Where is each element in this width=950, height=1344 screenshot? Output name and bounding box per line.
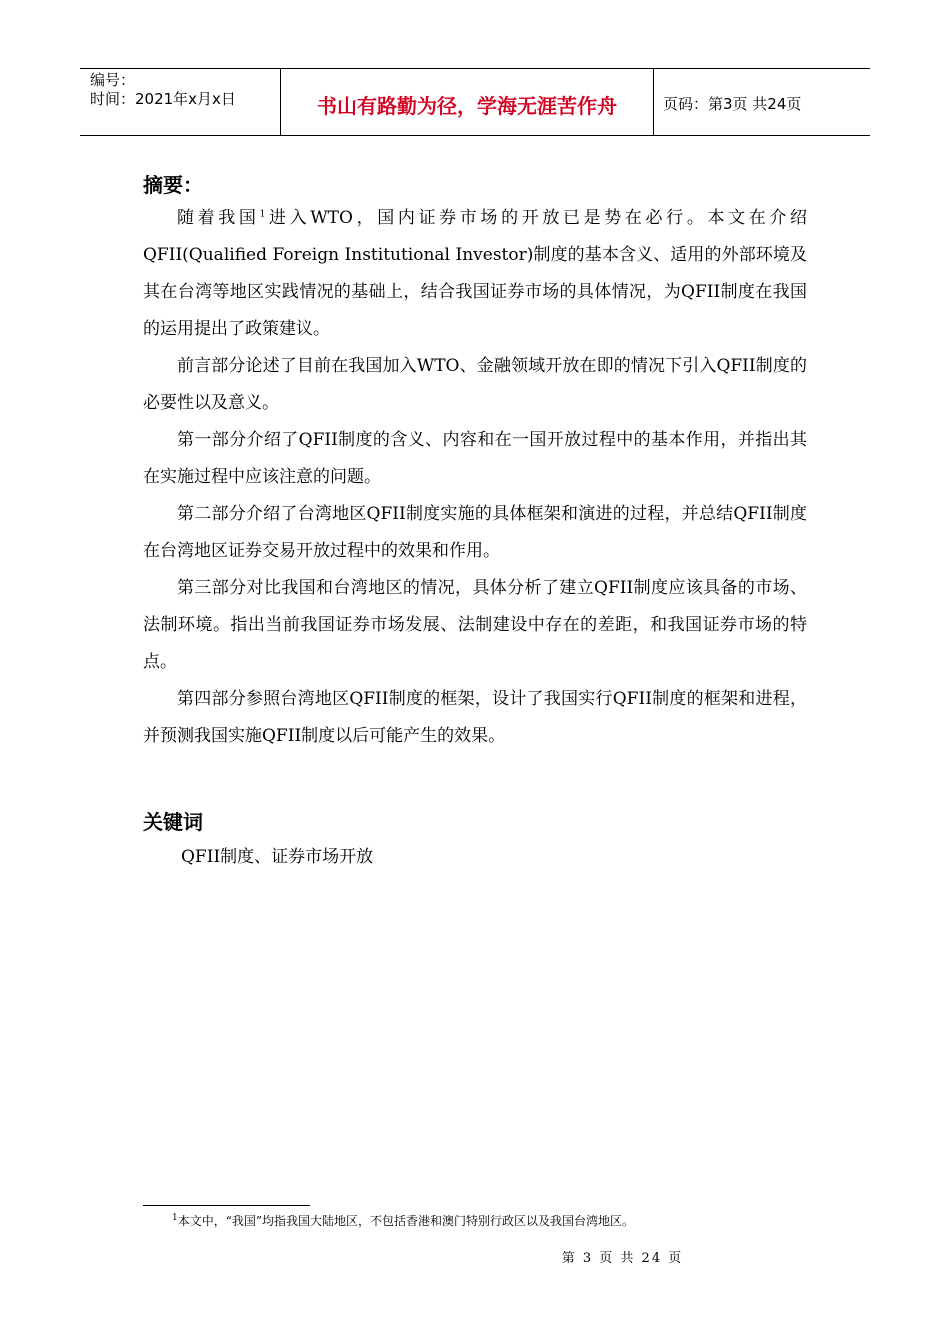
abstract-paragraph-5: 第三部分对比我国和台湾地区的情况，具体分析了建立QFII制度应该具备的市场、法制环境。指出当前我国证券市场发展、法制建设中存在的差距，和我国证券市场的特点。 xyxy=(143,578,807,672)
footnote-divider xyxy=(143,1205,310,1206)
abstract-paragraph-1 xyxy=(143,200,807,348)
page-header xyxy=(80,68,870,136)
abstract-heading: 摘要： xyxy=(143,173,203,197)
header-page-label: 页码：第3页 共24页 xyxy=(663,94,802,113)
header-motto: 书山有路勤为径，学海无涯苦作舟 xyxy=(281,69,654,135)
abstract-paragraph-3: 第一部分介绍了QFII制度的含义、内容和在一国开放过程中的基本作用，并指出其在实施过程中应该注意的问题。 xyxy=(143,430,807,487)
keywords-heading: 关键词 xyxy=(143,810,203,834)
abstract-paragraph-4: 第二部分介绍了台湾地区QFII制度实施的具体框架和演进的过程，并总结QFII制度在台湾地区证券交易开放过程中的效果和作用。 xyxy=(143,504,807,561)
keywords-text: QFII制度、证券市场开放 xyxy=(181,847,374,867)
abstract-p1-start: 随着我国 xyxy=(177,208,260,228)
footnote xyxy=(172,1212,634,1230)
footnote-reference-mark: 1 xyxy=(259,209,266,220)
header-date-label: 时间：2021年x月x日 xyxy=(90,90,236,108)
footnote-text: 本文中，“我国”均指我国大陆地区，不包括香港和澳门特别行政区以及我国台湾地区。 xyxy=(177,1214,635,1228)
abstract-body xyxy=(143,200,807,755)
header-number-label: 编号： xyxy=(90,71,136,89)
page-number-footer: 第 3 页 共 24 页 xyxy=(561,1251,684,1266)
abstract-p1-rest: 进入WTO，国内证券市场的开放已是势在必行。本文在介绍QFII(Qualified Foreign Institutional Investor)制度的基本含义、适用的外部环境及其在台湾等地区实践情况的基础上，结合我国证券市场的具体情况，为QFII制度在我国的运用提出了政策建议。 xyxy=(143,208,808,339)
abstract-paragraph-6: 第四部分参照台湾地区QFII制度的框架，设计了我国实行QFII制度的框架和进程，并预测我国实施QFII制度以后可能产生的效果。 xyxy=(143,689,807,746)
abstract-paragraph-2: 前言部分论述了目前在我国加入WTO、金融领域开放在即的情况下引入QFII制度的必要性以及意义。 xyxy=(143,356,807,413)
footnote-mark: 1 xyxy=(172,1213,178,1223)
header-meta xyxy=(80,69,281,135)
